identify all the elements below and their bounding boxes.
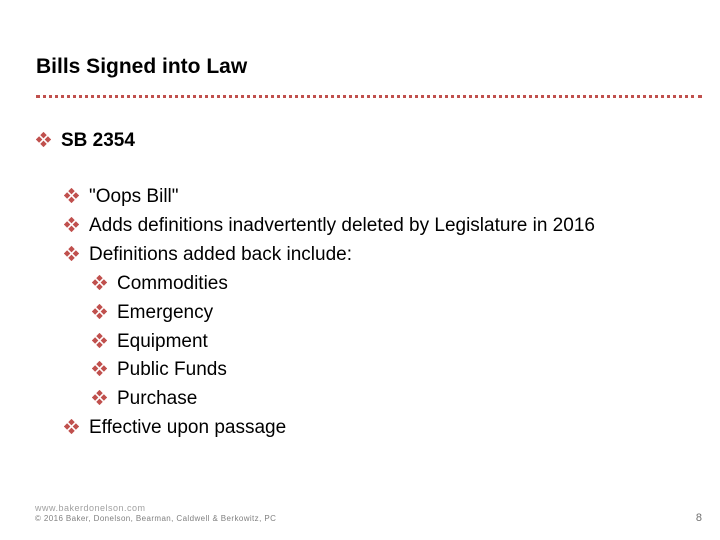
bullet-text: Adds definitions inadvertently deleted by Legislature in 2016 (89, 215, 595, 236)
slide-title: Bills Signed into Law (36, 55, 248, 78)
bullet-item (92, 273, 228, 295)
bullet-text: "Oops Bill" (89, 186, 179, 207)
bullet-text: Emergency (117, 302, 214, 323)
bullet-item (92, 331, 208, 353)
bullet-text: Purchase (117, 388, 198, 409)
bullet-text: SB 2354 (61, 130, 135, 151)
bullet-item (64, 215, 595, 237)
diamond-bullet-icon (64, 187, 79, 202)
diamond-bullet-icon (64, 418, 79, 433)
title-divider (36, 95, 702, 98)
bullet-text: Public Funds (117, 359, 227, 380)
diamond-bullet-icon (92, 389, 107, 404)
bullet-item (92, 388, 197, 410)
diamond-bullet-icon (92, 332, 107, 347)
bullet-item (64, 417, 286, 439)
bullet-text: Commodities (117, 273, 228, 294)
diamond-bullet-icon (64, 216, 79, 231)
bullet-text: Definitions added back include: (89, 244, 353, 265)
bullet-item (92, 302, 213, 324)
diamond-bullet-icon (92, 274, 107, 289)
bullet-text: Effective upon passage (89, 417, 287, 438)
bullet-item (36, 130, 135, 152)
bullet-item (64, 186, 179, 208)
bullet-item (92, 359, 227, 381)
footer-url: www.bakerdonelson.com (35, 503, 146, 513)
diamond-bullet-icon (92, 303, 107, 318)
slide-number: 8 (695, 512, 702, 524)
footer-copyright: © 2016 Baker, Donelson, Bearman, Caldwell & Berkowitz, PC (35, 514, 277, 523)
diamond-bullet-icon (64, 245, 79, 260)
diamond-bullet-icon (92, 360, 107, 375)
bullet-item (64, 244, 352, 266)
bullet-text: Equipment (117, 331, 208, 352)
diamond-bullet-icon (36, 131, 51, 146)
